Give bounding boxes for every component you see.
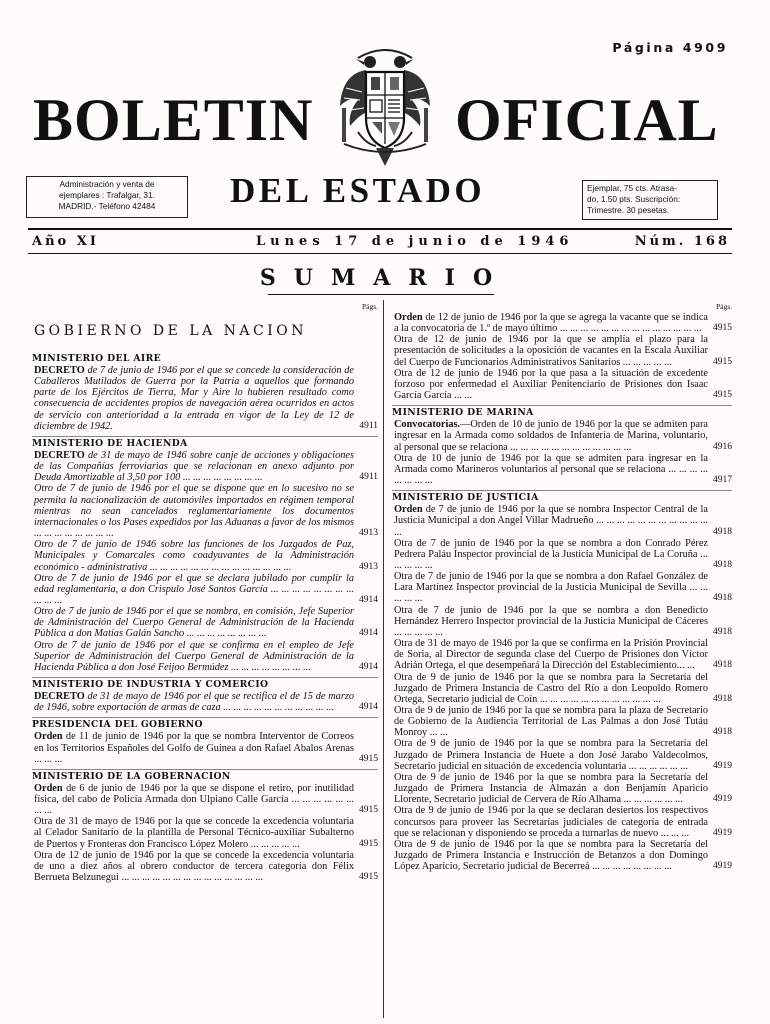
entry-body: de 6 de junio de 1946 por la que se dispone el retiro, por inutilidad física, del cabo de Policía Armada don Ulpiano Calle García ... ... ... ... ... ... ... ... — [34, 782, 354, 817]
entry-page-number: 4916 — [713, 441, 732, 452]
entry-text — [392, 605, 708, 638]
entry-text — [32, 691, 354, 713]
summary-entry — [392, 605, 732, 638]
entry-lead: Orden — [34, 731, 63, 743]
entry-body: Otra de 9 de junio de 1946 por la que se nombra para la Secretaría del Juzgado de Primera Instancia de Castro del Río a don Leopoldo Romero Ortega, Secretario judicial de Coín ... ... ... ... ... ... ... ... ... ... ... ... — [394, 671, 708, 705]
issue-number: Núm. 168 — [634, 234, 730, 249]
ministry-heading: PRESIDENCIA DEL GOBIERNO — [32, 717, 378, 731]
entry-body: Otra de 12 de junio de 1946 por la que pasa a la situación de excedente forzoso por enfermedad el Auxiliar Penitenciario de Prisiones don Isaac García García ... ... — [394, 367, 708, 402]
entry-body: Otra de 12 de junio de 1946 por la que se concede la excedencia voluntaria de uno a diez años al obrero conductor de tercera categoría don Félix Berrueta Belzunegui ... ... ... ... ... ... ... ... ... ... ... ... ... ... — [34, 849, 354, 884]
entry-body: de 7 de junio de 1946 por la que se nombra Inspector Central de la Justicia Municipal a don Angel Villar Madrueño ... ... ... ... ... ... ... ... ... ... ... ... — [394, 504, 708, 538]
summary-entry — [392, 705, 732, 738]
coat-of-arms-icon — [336, 48, 434, 172]
summary-entry — [32, 573, 378, 606]
entry-body: Otro de 7 de junio de 1946 sobre las funciones de los Juzgados de Paz, Municipales y Comarcales como coadyuvantes de la Administración económico - administrativa ... ... ... ... ... ... ... ... ... ... ... ... ... ... — [34, 539, 354, 573]
summary-entry — [32, 816, 378, 849]
entry-text — [32, 816, 354, 849]
entry-body: Otra de 31 de mayo de 1946 por la que se concede la excedencia voluntaria al Celador Sanitario de la plantilla de Personal Técnico-auxiliar Subalterno de Puertos y Fronteras don Francisco López Molero ... ... ... ... ... — [34, 816, 354, 850]
entry-page-number: 4919 — [713, 760, 732, 771]
entry-text — [392, 571, 708, 604]
summary-entry — [32, 850, 378, 883]
entry-body: Otra de 31 de mayo de 1946 por la que se confirma en la Prisión Provincial de Soria, al Director de segunda clase del Cuerpo de Prisiones don Víctor Adrián Ortega, el que desempeñará la Dirección del Establecimiento... ... — [394, 638, 708, 672]
bottom-rule — [28, 253, 732, 254]
entry-text — [32, 483, 354, 539]
entry-page-number: 4915 — [713, 323, 732, 334]
summary-entry — [392, 453, 732, 486]
entry-text — [32, 731, 354, 764]
entry-text — [392, 312, 708, 334]
entry-body: Otro de 7 de junio de 1946 por el que se dispone que en lo sucesivo no se permita la nacionalización de automóviles importados en régimen temporal mientras no sean cancelados reglamentariamente los documentos internacionales o los Pases expedidos por las Aduanas a favor de los mismos ... ... ... ... ... ... ... ... — [34, 483, 354, 540]
dateline — [28, 234, 732, 252]
entry-text — [32, 573, 354, 606]
summary-entry — [392, 638, 732, 671]
entry-lead: Orden — [34, 782, 63, 794]
masthead-subtitle: DEL ESTADO — [230, 171, 486, 210]
summary-entry — [32, 640, 378, 673]
summary-entry — [32, 450, 378, 483]
entry-body: Otro de 7 de junio de 1946 por el que se confirma en el empleo de Jefe Superior de Administración del Cuerpo General de Administración de la Hacienda Pública a don José Feijoo Bermúdez ... ... ... ... ... ... ... ... — [34, 639, 354, 673]
entry-body: —Orden de 10 de junio de 1946 por la que se admiten para ingresar en la Armada como soldados de Infantería de Marina, voluntario, al personal que se relaciona ... ... ... ... ... ... ... ... ... ... ... ... — [394, 419, 708, 453]
administration-line: Administración y venta de — [59, 179, 155, 189]
ministry-heading: MINISTERIO DE LA GOBERNACION — [32, 769, 378, 783]
entry-body: Otra de 9 de junio de 1946 por la que se nombra para la plaza de Secretario de Gobierno de la Audiencia Territorial de Las Palmas a don José Tutáu Monroy ... ... — [394, 705, 708, 739]
entry-body: de 31 de mayo de 1946 por el que se rectifica el de 15 de marzo de 1946, sobre exportación de armas de caza ... ... ... ... ... ... ... ... ... ... ... — [34, 691, 354, 714]
top-rule — [28, 228, 732, 230]
entry-body: Otra de 9 de junio de 1946 por la que se nombra para la Secretaría del Juzgado de Primera Instancia de Almazán a don Benjamín Aparicio Llorente, Secretario judicial de Cervera de Río Alhama ... ... ... ... ... ... — [394, 771, 708, 806]
entry-lead: DECRETO — [34, 449, 85, 461]
entry-page-number: 4915 — [359, 838, 378, 849]
pages-label: Págs. — [361, 302, 378, 311]
entry-lead: DECRETO — [34, 365, 85, 376]
entry-page-number: 4915 — [359, 872, 378, 883]
entry-page-number: 4911 — [359, 472, 378, 483]
summary-entry — [32, 539, 378, 572]
price-box — [582, 180, 718, 220]
summary-entry — [392, 839, 732, 872]
entry-page-number: 4913 — [359, 561, 378, 572]
column-divider — [383, 300, 384, 1018]
entry-page-number: 4919 — [713, 827, 732, 838]
summary-entry — [32, 365, 378, 432]
masthead-title-left: BOLETIN — [33, 87, 314, 153]
entry-text — [392, 772, 708, 805]
entry-body: de 12 de junio de 1946 por la que se agrega la vacante que se indica a la convocatoria de 1.º de mayo último ... ... ... ... ... ... ... ... ... ... ... ... ... ... — [394, 312, 708, 335]
issue-date: Lunes 17 de junio de 1946 — [256, 234, 574, 249]
entry-body: de 31 de mayo de 1946 sobre canje de acciones y obligaciones de las Compañías ferroviarias que se relacionan en anexo adjunto por Deuda Amortizable al 3,50 por 100 ... ... ... ... ... ... ... ... — [34, 449, 354, 484]
entry-body: Otra de 7 de junio de 1946 por la que se nombra a don Rafael González de Lara Martínez Inspector provincial de la Justicia Municipal de Sevilla ... ... ... ... ... — [394, 571, 708, 605]
summary-entry — [392, 504, 732, 537]
entry-body: Otra de 10 de junio de 1946 por la que se admiten para ingresar en la Armada como Marineros voluntarios al personal que se relaciona ... ... ... ... ... ... ... ... — [394, 452, 708, 487]
entry-lead: Convocatorias. — [394, 419, 461, 431]
price-line: do, 1.50 pts. Suscripción: — [587, 194, 681, 204]
right-sections — [392, 312, 732, 872]
section-title: SUMARIO — [259, 265, 511, 291]
left-column — [32, 302, 378, 883]
entry-text — [392, 672, 708, 705]
entry-body: de 11 de junio de 1946 por la que se nombra Interventor de Correos en los Territorios Españoles del Golfo de Guinea a don Rafael Abalos Arenas ... ... ... — [34, 731, 354, 765]
entry-body: Otro de 7 de junio de 1946 por el que se declara jubilado por cumplir la edad reglamentaria, a don Crispulo José Santos García ... ... ... ... ... ... ... ... ... ... ... — [34, 572, 354, 606]
entry-lead: Orden — [394, 504, 423, 516]
entry-body: Otra de 9 de junio de 1946 por la que se nombra para la Secretaría del Juzgado de Primera Instancia e Instrucción de Betanzos a don Domingo López Aparicio, Secretario judicial de Becerreá ... ... ... ... ... ... ... ... — [394, 838, 708, 873]
page-number: Página 4909 — [612, 40, 728, 55]
entry-text — [392, 538, 708, 571]
entry-text — [392, 334, 708, 367]
summary-entry — [392, 571, 732, 604]
entry-text — [392, 839, 708, 872]
entry-lead: Orden — [394, 312, 423, 323]
entry-text — [32, 640, 354, 673]
summary-entry — [392, 312, 732, 334]
entry-page-number: 4915 — [359, 753, 378, 764]
left-sections — [32, 352, 378, 883]
entry-page-number: 4918 — [713, 593, 732, 604]
entry-text — [392, 453, 708, 486]
ministry-heading: MINISTERIO DEL AIRE — [32, 353, 162, 364]
pages-label: Págs. — [715, 302, 732, 311]
summary-entry — [392, 672, 732, 705]
entry-body: Otra de 12 de junio de 1946 por la que se amplía el plazo para la presentación de solicitudes a la oposición de vacantes en la Escala Auxiliar del Cuerpo de Funcionarios Administrativos Sanitarios ... ... ... ... ... — [394, 334, 708, 368]
entry-body: Otra de 9 de junio de 1946 por la que se nombra para la Secretaría del Juzgado de Primera Instancia de Huete a don José Jarabo Valdecolmos, Secretario judicial en situación de excedencia voluntaria ... ... ... ... ... ... — [394, 738, 708, 772]
administration-line: MADRID.- Teléfono 42484 — [58, 201, 156, 211]
entry-text — [392, 419, 708, 452]
ministry-heading: MINISTERIO DE JUSTICIA — [392, 490, 732, 504]
entry-page-number: 4918 — [713, 693, 732, 704]
entry-page-number: 4915 — [359, 805, 378, 816]
entry-page-number: 4917 — [713, 475, 732, 486]
entry-text — [392, 638, 708, 671]
entry-body: Otra de 7 de junio de 1946 por la que se nombra a don Conrado Pérez Pedrera Paláu Inspector provincial de la Justicia Municipal de La Coruña ... ... ... ... ... — [394, 537, 708, 571]
entry-page-number: 4914 — [359, 702, 378, 713]
section-title-underline — [268, 294, 494, 295]
summary-entry — [392, 738, 732, 771]
entry-text — [392, 368, 708, 401]
entry-body: Otra de 9 de junio de 1946 por la que se declaran desiertos los respectivos concursos para proveer las Secretarías judiciales de categoría de entrada que se relacionan y disponiendo se proceda a turnarlas de nuevo ... ... ... — [394, 805, 708, 839]
entry-text — [392, 805, 708, 838]
summary-entry — [392, 772, 732, 805]
administration-box — [26, 176, 188, 218]
summary-entry — [32, 783, 378, 816]
entry-page-number: 4919 — [713, 861, 732, 872]
entry-page-number: 4919 — [713, 794, 732, 805]
price-line: Ejemplar, 75 cts. Atrasa- — [587, 183, 677, 193]
summary-entry — [392, 368, 732, 401]
summary-entry — [392, 805, 732, 838]
entry-page-number: 4918 — [713, 526, 732, 537]
year-label: Año XI — [32, 234, 99, 249]
ministry-heading: MINISTERIO DE HACIENDA — [32, 436, 378, 450]
entry-page-number: 4918 — [713, 727, 732, 738]
administration-line: ejemplares : Trafalgar, 31. — [59, 190, 155, 200]
ministry-heading: MINISTERIO DE INDUSTRIA Y COMERCIO — [32, 677, 378, 691]
entry-text — [392, 705, 708, 738]
entry-text — [32, 606, 354, 639]
entry-text — [32, 783, 354, 816]
entry-page-number: 4918 — [713, 660, 732, 671]
entry-lead: DECRETO — [34, 691, 85, 703]
summary-entry — [392, 419, 732, 452]
entry-text — [392, 504, 708, 537]
price-line: Trimestre. 30 pesetas. — [587, 205, 670, 215]
summary-entry — [32, 483, 378, 539]
government-heading: GOBIERNO DE LA NACION — [34, 323, 307, 339]
entry-body: Otro de 7 de junio de 1946 por el que se nombra, en comisión, Jefe Superior de Administración del Cuerpo General de Administración de la Hacienda Pública a don Matías Galán Sancho ... ... ... ... ... ... ... ... — [34, 606, 354, 640]
entry-page-number: 4911 — [359, 420, 378, 431]
entry-text — [32, 539, 354, 572]
entry-page-number: 4918 — [713, 559, 732, 570]
entry-body: Otra de 7 de junio de 1946 por la que se nombra a don Benedicto Hernández Herrero Inspector provincial de la Justicia Municipal de Cáceres ... ... ... ... ... — [394, 604, 708, 638]
entry-page-number: 4915 — [713, 390, 732, 401]
entry-text — [32, 450, 354, 483]
entry-text — [392, 738, 708, 771]
entry-page-number: 4914 — [359, 594, 378, 605]
entry-page-number: 4914 — [359, 628, 378, 639]
masthead-title-right: OFICIAL — [455, 87, 719, 153]
summary-entry — [32, 731, 378, 764]
entry-page-number: 4915 — [713, 356, 732, 367]
summary-entry — [392, 538, 732, 571]
entry-text — [32, 365, 354, 432]
entry-text — [32, 850, 354, 883]
entry-page-number: 4913 — [359, 528, 378, 539]
summary-entry — [32, 606, 378, 639]
summary-entry — [392, 334, 732, 367]
right-column — [392, 302, 732, 872]
summary-entry — [32, 691, 378, 713]
entry-page-number: 4914 — [359, 661, 378, 672]
ministry-heading: MINISTERIO DE MARINA — [392, 405, 732, 419]
entry-page-number: 4918 — [713, 626, 732, 637]
entry-body: de 7 de junio de 1946 por el que se concede la consideración de Caballeros Mutilados de Guerra por la Patria a aquellos que formando parte de los Ejércitos de Tierra, Mar y Aire lo hubieren resultado como consecuencia de accidentes propios de navegación aérea ocurridos en actos de servicio con anterioridad a la entrada en vigor de la Ley de 12 de diciembre de 1942. — [34, 365, 354, 432]
